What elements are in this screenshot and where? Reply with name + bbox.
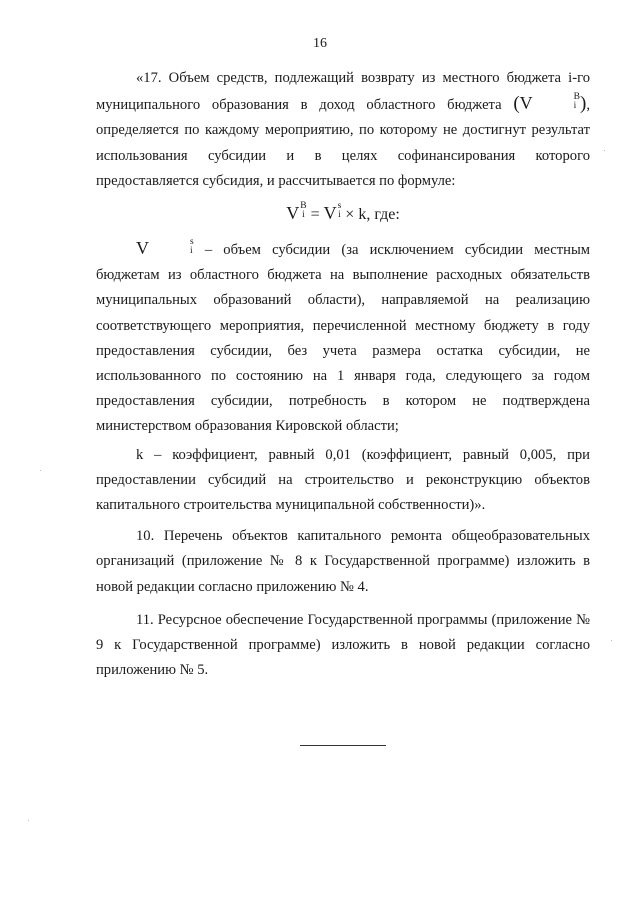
paragraph-17-text-start: «17. Объем средств, подлежащий возврату из местного бюджета i-го муниципального образования в доход областного бюджета: [96, 70, 590, 114]
var-v-base: V: [519, 93, 533, 114]
formula-lhs-base: V: [286, 203, 300, 224]
paragraph-10: 10. Перечень объектов капитального ремонта общеобразовательных организаций (приложение № 8 к Государственной программе) изложить в новой редакции согласно приложению № 4.: [96, 528, 590, 595]
formula-rhs-sup: s: [337, 201, 342, 212]
paragraph-17-text-end: , определяется по каждому мероприятию, по которому не достигнут результат использования субсидии и в целях софинансирования которого предоставляется субсидия, и рассчитывается по формуле:: [96, 97, 590, 189]
var-v-sup: B: [573, 91, 581, 102]
open-paren: (: [513, 93, 520, 115]
scan-speck: [28, 820, 29, 821]
formula-equals: =: [310, 206, 320, 224]
definition-vs: [96, 236, 590, 440]
paragraph-17: [96, 66, 590, 194]
formula-lhs-sub: i: [302, 210, 305, 221]
end-separator-line: [300, 745, 386, 746]
document-body: [96, 66, 590, 683]
formula-rhs-indices: [338, 202, 342, 220]
scan-speck: [604, 150, 605, 151]
definition-vs-text: – объем субсидии (за исключением субсидии местным бюджетам из областного бюджета на выполнение расходных обязательств муниципальных образований области), направляемой на реализацию соответствующего мероприятия, перечисленной местному бюджету в году предоставления субсидии, без учета размера остатка субсидии, не использованного по состоянию на 1 января года, следующего за годом предоставления субсидии, потребность в котором не подтверждена министерством образования Кировской области;: [96, 242, 590, 435]
formula: [96, 201, 590, 227]
close-paren: ): [580, 93, 587, 115]
def-vs-base: V: [136, 238, 149, 259]
scan-speck: [40, 470, 41, 471]
scan-speck: [611, 640, 612, 641]
var-v-indices: [534, 93, 580, 111]
var-v-sub: i: [573, 100, 577, 111]
def-vs-sup: s: [190, 236, 194, 247]
formula-lhs-sup: B: [300, 201, 307, 212]
formula-lhs-indices: [300, 202, 306, 220]
paragraph-11: 11. Ресурсное обеспечение Государственной программы (приложение № 9 к Государственной программе) изложить в новой редакции согласно приложению № 5.: [96, 611, 590, 679]
page-number: 16: [313, 36, 327, 51]
definition-k: k – коэффициент, равный 0,01 (коэффициент, равный 0,005, при предоставлении субсидий на строительство и реконструкцию объектов капитального строительства муниципальной собственности)».: [96, 446, 590, 514]
formula-rhs-sub: i: [338, 210, 341, 221]
def-vs-sub: i: [190, 245, 193, 256]
formula-rest: × k, где:: [345, 206, 400, 224]
def-vs-indices: [150, 238, 194, 256]
formula-rhs-base: V: [323, 203, 337, 224]
